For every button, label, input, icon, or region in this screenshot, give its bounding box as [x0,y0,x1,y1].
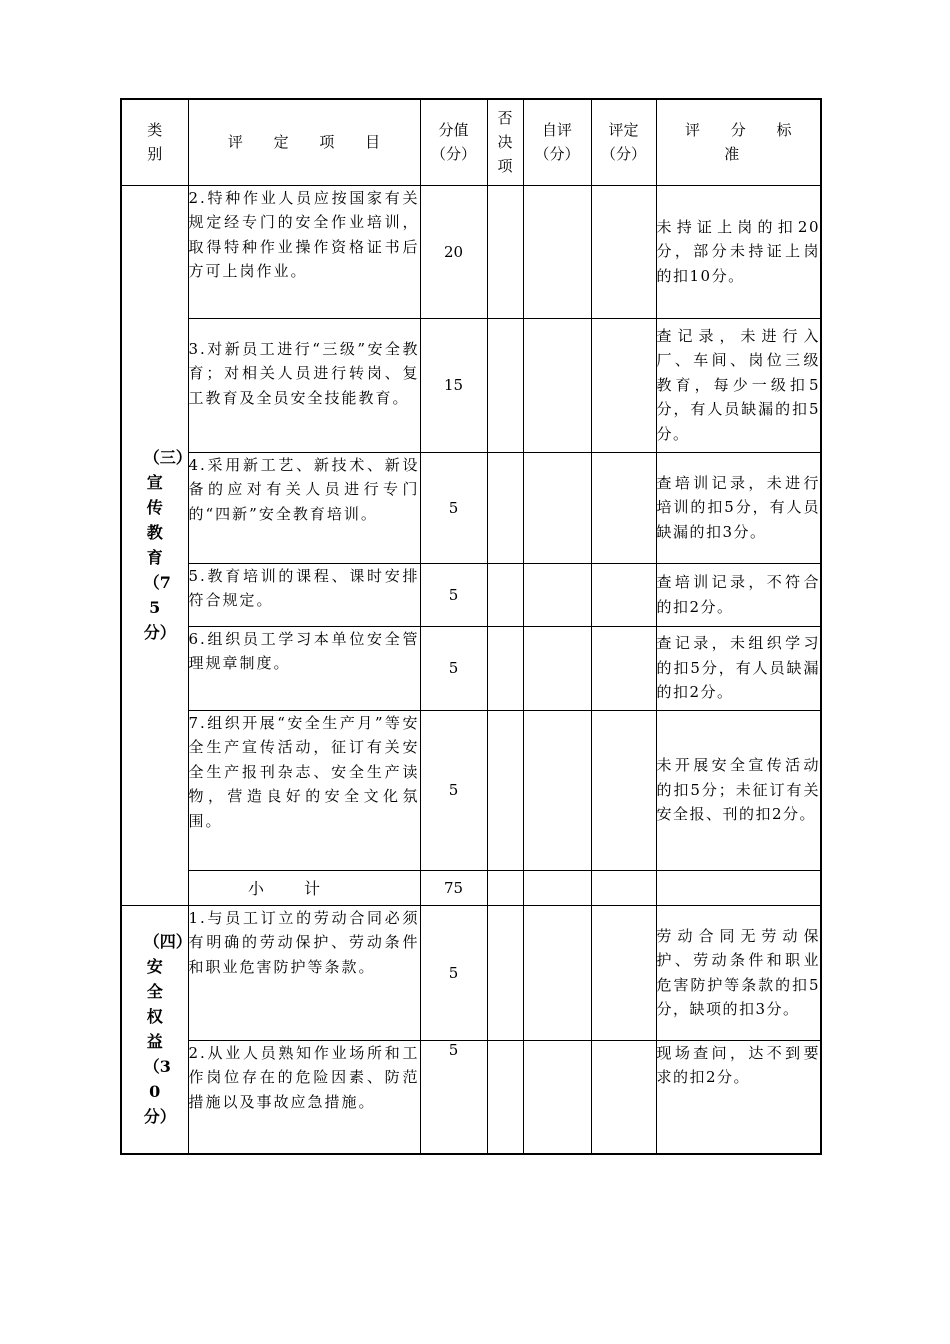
self-eval-cell [523,870,591,905]
score-value: 5 [420,710,487,870]
standard-text: 未持证上岗的扣20分，部分未持证上岗的扣10分。 [656,185,821,318]
eval-cell [591,452,656,563]
score-value: 20 [420,185,487,318]
table-row [121,626,821,710]
table-row [121,318,821,452]
veto-cell [487,870,523,905]
header-standard: 评 分 标 准 [656,99,821,185]
eval-cell [591,870,656,905]
standard-text: 查培训记录，未进行培训的扣5分，有人员缺漏的扣3分。 [656,452,821,563]
evaluation-table [120,98,822,1155]
veto-cell [487,452,523,563]
item-text: 6.组织员工学习本单位安全管理规章制度。 [188,626,420,710]
table-row [121,1040,821,1154]
header-category: 类别 [121,99,188,185]
category-cell-section3: （三）宣传教育（75分） [121,185,188,905]
standard-text: 查记录，未进行入厂、车间、岗位三级教育，每少一级扣5分，有人员缺漏的扣5分。 [656,318,821,452]
veto-cell [487,905,523,1040]
header-item: 评 定 项 目 [188,99,420,185]
score-value: 5 [420,563,487,626]
eval-cell [591,626,656,710]
subtotal-value: 75 [420,870,487,905]
item-text: 2.特种作业人员应按国家有关规定经专门的安全作业培训，取得特种作业操作资格证书后方可上岗作业。 [188,185,420,318]
score-value: 15 [420,318,487,452]
veto-cell [487,563,523,626]
self-eval-cell [523,626,591,710]
item-text: 2.从业人员熟知作业场所和工作岗位存在的危险因素、防范措施以及事故应急措施。 [188,1040,420,1154]
veto-cell [487,710,523,870]
item-text: 7.组织开展“安全生产月”等安全生产宣传活动，征订有关安全生产报刊杂志、安全生产读物，营造良好的安全文化氛围。 [188,710,420,870]
standard-text: 未开展安全宣传活动的扣5分；未征订有关安全报、刊的扣2分。 [656,710,821,870]
eval-cell [591,710,656,870]
self-eval-cell [523,905,591,1040]
self-eval-cell [523,185,591,318]
eval-cell [591,905,656,1040]
header-eval: 评定（分） [591,99,656,185]
standard-text: 现场查问，达不到要求的扣2分。 [656,1040,821,1154]
category-cell-section4: （四）安全权益（30分） [121,905,188,1154]
standard-text: 劳动合同无劳动保护、劳动条件和职业危害防护等条款的扣5分，缺项的扣3分。 [656,905,821,1040]
table-row [121,710,821,870]
eval-cell [591,185,656,318]
subtotal-label: 小计 [188,870,420,905]
veto-cell [487,318,523,452]
table-row [121,452,821,563]
eval-cell [591,563,656,626]
score-value: 5 [420,452,487,563]
veto-cell [487,185,523,318]
self-eval-cell [523,710,591,870]
header-score: 分值（分） [420,99,487,185]
subtotal-row [121,870,821,905]
standard-cell [656,870,821,905]
score-value: 5 [420,905,487,1040]
header-row [121,99,821,185]
header-veto: 否决项 [487,99,523,185]
self-eval-cell [523,318,591,452]
self-eval-cell [523,1040,591,1154]
self-eval-cell [523,563,591,626]
self-eval-cell [523,452,591,563]
item-text: 4.采用新工艺、新技术、新设备的应对有关人员进行专门的“四新”安全教育培训。 [188,452,420,563]
table-row [121,563,821,626]
standard-text: 查记录，未组织学习的扣5分，有人员缺漏的扣2分。 [656,626,821,710]
veto-cell [487,1040,523,1154]
eval-cell [591,1040,656,1154]
standard-text: 查培训记录，不符合的扣2分。 [656,563,821,626]
eval-cell [591,318,656,452]
item-text: 3.对新员工进行“三级”安全教育；对相关人员进行转岗、复工教育及全员安全技能教育。 [188,318,420,452]
veto-cell [487,626,523,710]
table-row [121,905,821,1040]
score-value: 5 [420,626,487,710]
table-row [121,185,821,318]
item-text: 1.与员工订立的劳动合同必须有明确的劳动保护、劳动条件和职业危害防护等条款。 [188,905,420,1040]
header-self-eval: 自评（分） [523,99,591,185]
item-text: 5.教育培训的课程、课时安排符合规定。 [188,563,420,626]
score-value: 5 [420,1040,487,1154]
